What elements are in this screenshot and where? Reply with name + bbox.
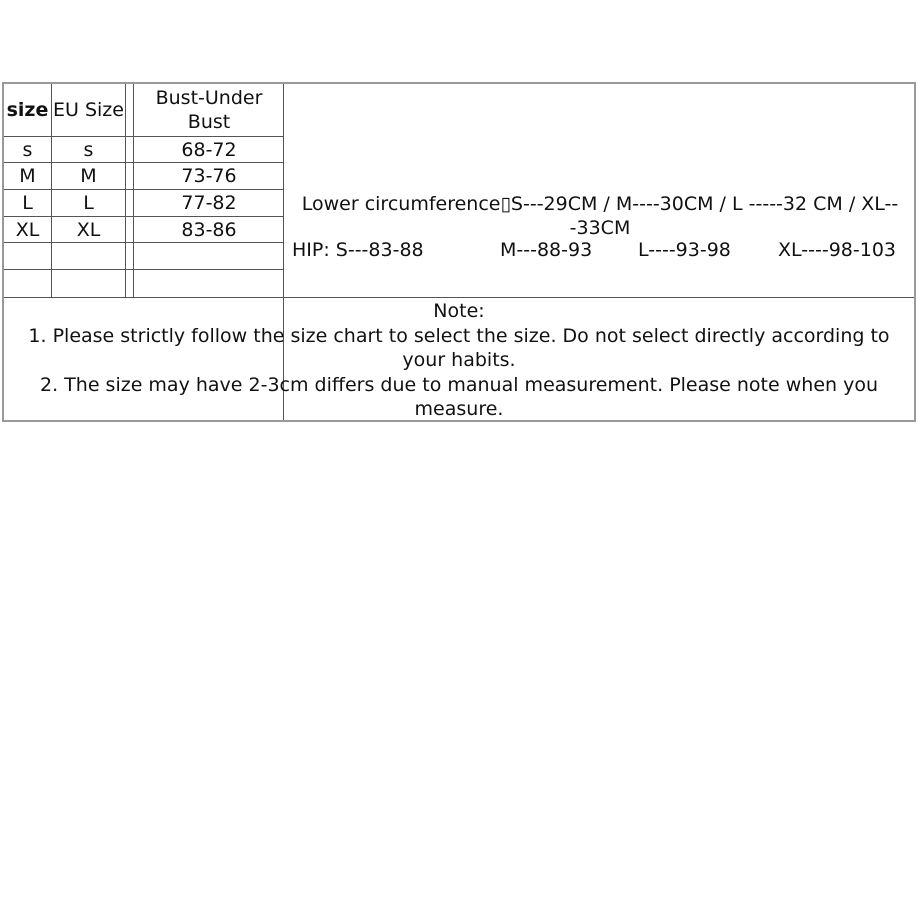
cell-bust: 83-86 — [181, 218, 237, 241]
table-row — [4, 137, 284, 163]
header-eu-size: EU Size — [52, 84, 126, 136]
cell-eu-size: s — [52, 137, 126, 162]
cell-eu-size: L — [52, 190, 126, 216]
cell-size: M — [4, 163, 52, 189]
cell-size: s — [4, 137, 52, 162]
column-gap — [126, 217, 134, 242]
note-line-1: 1. Please strictly follow the size chart to select the size. Do not select directly according to your habits. — [28, 324, 890, 371]
table-row — [4, 163, 284, 190]
note-line-2: 2. The size may have 2-3cm differs due to manual measurement. Please note when you measure. — [40, 373, 878, 420]
cell-bust: 68-72 — [181, 138, 237, 161]
hip-m: M---88-93 — [500, 239, 593, 261]
cell-size — [4, 270, 52, 297]
table-row — [4, 190, 284, 217]
cell-size — [4, 243, 52, 269]
cell-eu-size: XL — [52, 217, 126, 242]
column-gap — [126, 270, 134, 297]
hip-l: L----93-98 — [638, 239, 731, 261]
note-section — [6, 299, 912, 422]
column-gap — [126, 163, 134, 189]
header-size: size — [4, 84, 52, 136]
hip-measurements — [292, 239, 912, 265]
cell-size: L — [4, 190, 52, 216]
column-gap — [126, 84, 134, 136]
cell-bust — [134, 270, 284, 297]
cell-bust: 77-82 — [181, 192, 237, 214]
cell-eu-size — [52, 270, 126, 297]
table-row — [4, 243, 284, 270]
header-bust: Bust-Under Bust — [155, 87, 263, 133]
size-table — [4, 84, 284, 297]
hip-xl: XL----98-103 — [778, 239, 896, 261]
table-row — [4, 217, 284, 243]
column-gap — [126, 137, 134, 162]
note-title: Note: — [433, 300, 485, 322]
lower-circumference-text: Lower circumference▯S---29CM / M----30CM / L -----32 CM / XL---33CM — [301, 193, 899, 239]
column-gap — [126, 243, 134, 269]
table-header-row — [4, 84, 284, 137]
cell-size: XL — [4, 217, 52, 242]
cell-bust — [134, 243, 284, 269]
cell-eu-size — [52, 243, 126, 269]
cell-eu-size: M — [52, 163, 126, 189]
horizontal-divider — [4, 297, 914, 298]
cell-bust: 73-76 — [181, 165, 237, 187]
column-gap — [126, 190, 134, 216]
size-chart — [2, 82, 916, 422]
hip-s: HIP: S---83-88 — [292, 239, 424, 261]
table-row — [4, 270, 284, 297]
